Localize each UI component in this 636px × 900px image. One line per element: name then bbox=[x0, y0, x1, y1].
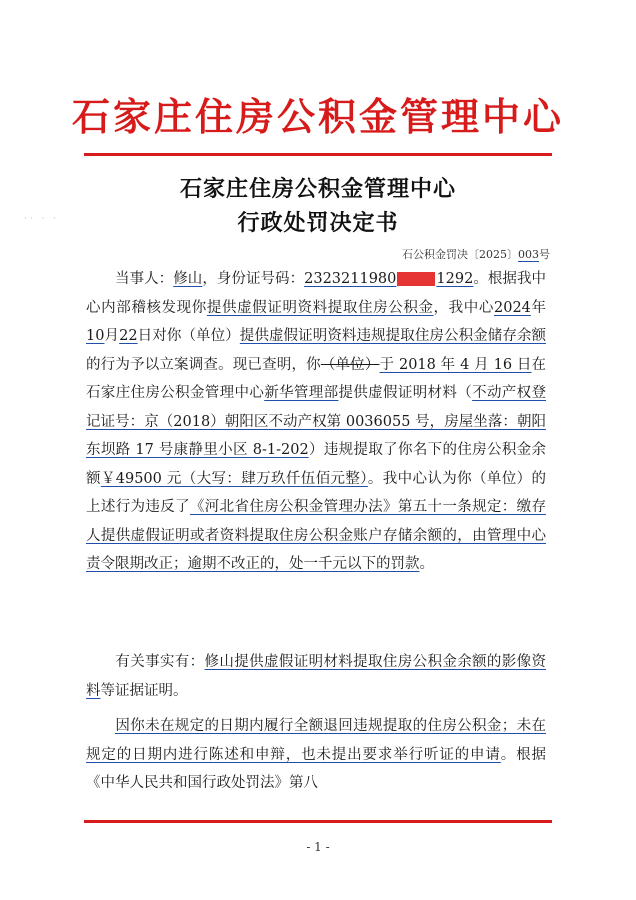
management-department: 新华管理部 bbox=[264, 385, 339, 401]
document-title-line1: 石家庄住房公积金管理中心 bbox=[179, 176, 456, 202]
evidence-description: 修山提供虚假证明材料提取住房公积金余额的影像资料 bbox=[86, 654, 547, 699]
violation-description: 提供虚假证明资料违规提取住房公积金储存余额 bbox=[239, 328, 547, 344]
case-month: 10 bbox=[86, 328, 105, 344]
id-number-end: 1292 bbox=[436, 271, 474, 287]
party-name: 修山 bbox=[173, 271, 203, 287]
non-compliance-statement: 因你未在规定的日期内履行全额退回违规提取的住房公积金；未在规定的日期内进行陈述和申辩，也未提出要求举行听证的申请 bbox=[86, 718, 546, 763]
page-number: - 1 - bbox=[306, 840, 330, 854]
case-year: 2024 bbox=[494, 299, 531, 316]
body-text: 日对你（单位） bbox=[137, 328, 240, 344]
masthead-title: 石家庄住房公积金管理中心 bbox=[71, 94, 564, 139]
doc-number-prefix: 石公积金罚决〔2025〕 bbox=[402, 248, 518, 261]
id-label: ，身份证号码： bbox=[202, 271, 305, 287]
paragraph-party-facts bbox=[86, 265, 546, 579]
id-redaction-block bbox=[397, 272, 435, 286]
doc-number-value: 003 bbox=[518, 248, 539, 261]
body-text: ，我中心 bbox=[433, 299, 494, 316]
id-number-start: 2323211980 bbox=[304, 271, 397, 287]
body-text: 。根据《中华人民共和国行政处罚法》第八 bbox=[86, 746, 547, 791]
body-text: 提供虚假证明材料（ bbox=[338, 385, 473, 401]
body-text: 。 bbox=[419, 556, 434, 572]
document-number bbox=[402, 246, 550, 262]
body-text: 等证据证明。 bbox=[100, 682, 188, 699]
footer-red-rule bbox=[84, 820, 552, 823]
masthead-red-rule bbox=[84, 153, 552, 156]
scan-specks: ·· · · bbox=[24, 214, 60, 224]
property-certificate-details: 不动产权登记证号：京（2018）朝阳区不动产权第 0036055 号，房屋坐落：朝阳东坝路 17 号康静里小区 8-1-202 bbox=[86, 385, 547, 458]
body-text: 的行为予以立案调查。现已查明，你 bbox=[86, 356, 321, 373]
case-day: 22 bbox=[119, 328, 138, 344]
body-text: 月 bbox=[104, 328, 120, 344]
withdrawn-amount: ￥49500 元（大写：肆万玖仟伍佰元整） bbox=[100, 470, 368, 487]
body-text: 有关事实有： bbox=[115, 654, 205, 670]
paragraph-penalty-basis bbox=[86, 712, 546, 798]
violation-date: 于 2018 年 4 月 16 日 bbox=[379, 356, 532, 373]
struck-unit-text: （单位） bbox=[320, 356, 380, 373]
body-text: 。根据我中心内部稽核发现你 bbox=[86, 271, 547, 316]
document-title-line2: 行政处罚决定书 bbox=[237, 210, 399, 236]
body-text: 。我中心认为你（单位）的上述行为违反了 bbox=[86, 470, 546, 515]
body-text: ）违规提取了你名下的住房公积金余额 bbox=[86, 442, 546, 487]
body-text: 年 bbox=[530, 299, 547, 316]
violation-summary: 提供虚假证明资料提取住房公积金 bbox=[206, 299, 434, 316]
party-label: 当事人： bbox=[115, 271, 174, 287]
regulation-citation: 《河北省住房公积金管理办法》第五十一条规定：缴存人提供虚假证明或者资料提取住房公积金账户存储余额的，由管理中心责令限期改正；逾期不改正的，处一千元以下的罚款 bbox=[86, 499, 547, 572]
paragraph-evidence bbox=[86, 648, 546, 705]
body-text: 在石家庄住房公积金管理中心 bbox=[86, 356, 547, 401]
doc-number-suffix: 号 bbox=[539, 248, 550, 261]
